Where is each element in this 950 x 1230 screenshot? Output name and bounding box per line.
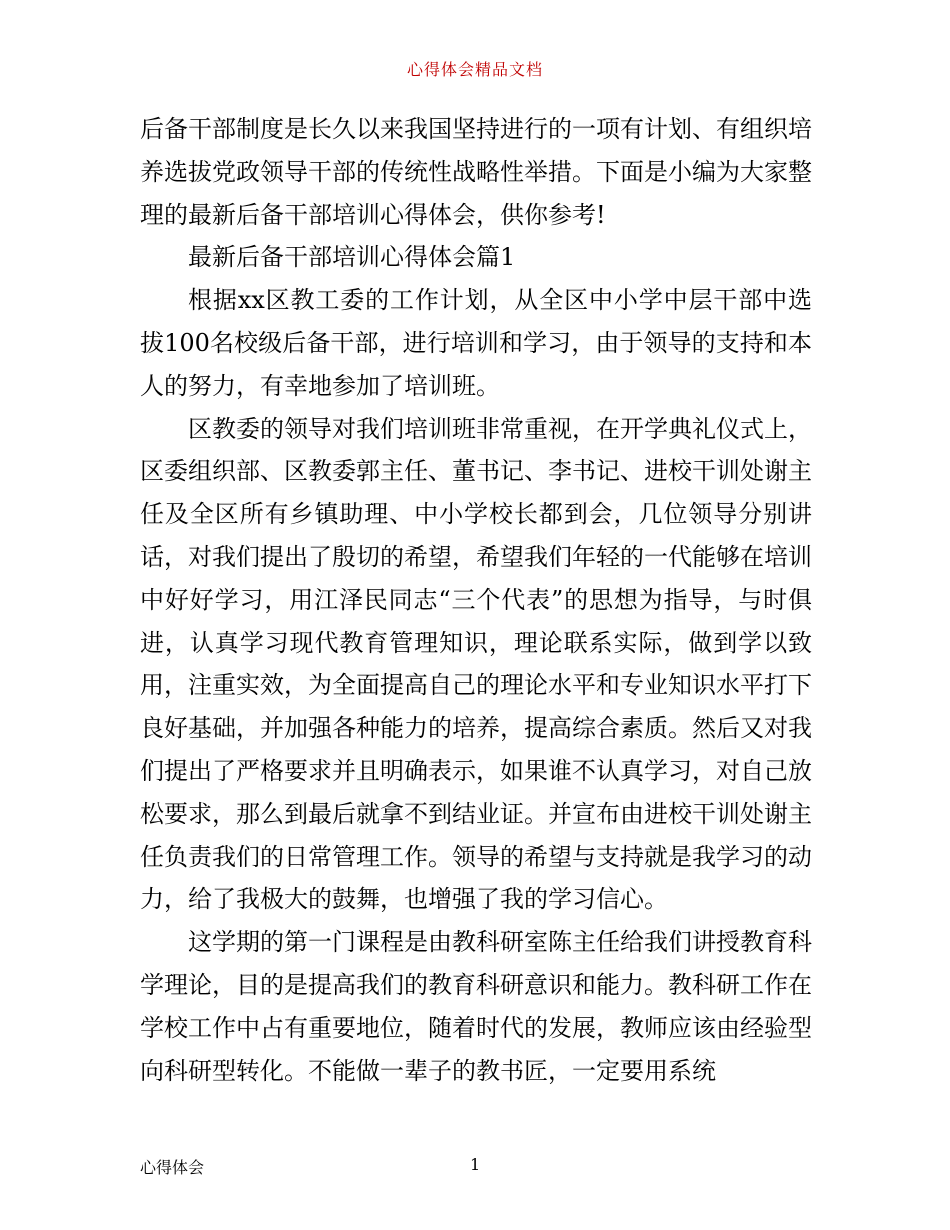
paragraph-leadership: 区教委的领导对我们培训班非常重视，在开学典礼仪式上，区委组织部、区教委郭主任、董书记、李书记、进校干训处谢主任及全区所有乡镇助理、中小学校长都到会，几位领导分别讲话，对我们提出了殷切的希望，希望我们年轻的一代能够在培训中好好学习，用江泽民同志“三个代表”的思想为指导，与时俱进，认真学习现代教育管理知识，理论联系实际，做到学以致用，注重实效，为全面提高自己的理论水平和专业知识水平打下良好基础，并加强各种能力的培养，提高综合素质。然后又对我们提出了严格要求并且明确表示，如果谁不认真学习，对自己放松要求，那么到最后就拿不到结业证。并宣布由进校干训处谢主任负责我们的日常管理工作。领导的希望与支持就是我学习的动力，给了我极大的鼓舞，也增强了我的学习信心。 xyxy=(140,414,812,914)
paragraph-training-plan: 根据xx区教工委的工作计划，从全区中小学中层干部中选拔100名校级后备干部，进行培训和学习，由于领导的支持和本人的努力，有幸地参加了培训班。 xyxy=(140,286,812,400)
footer-label: 心得体会 xyxy=(140,1158,205,1177)
document-body xyxy=(140,108,812,1092)
paragraph-first-course: 这学期的第一门课程是由教科研室陈主任给我们讲授教育科学理论，目的是提高我们的教育科研意识和能力。教科研工作在学校工作中占有重要地位，随着时代的发展，教师应该由经验型向科研型转化。不能做一辈子的教书匠，一定要用系统 xyxy=(140,928,812,1085)
paragraph-section-heading: 最新后备干部培训心得体会篇1 xyxy=(188,243,516,272)
page-number: 1 xyxy=(470,1155,481,1174)
paragraph-intro: 后备干部制度是长久以来我国坚持进行的一项有计划、有组织培养选拔党政领导干部的传统性战略性举措。下面是小编为大家整理的最新后备干部培训心得体会，供你参考! xyxy=(140,115,812,229)
header-title: 心得体会精品文档 xyxy=(406,60,543,79)
